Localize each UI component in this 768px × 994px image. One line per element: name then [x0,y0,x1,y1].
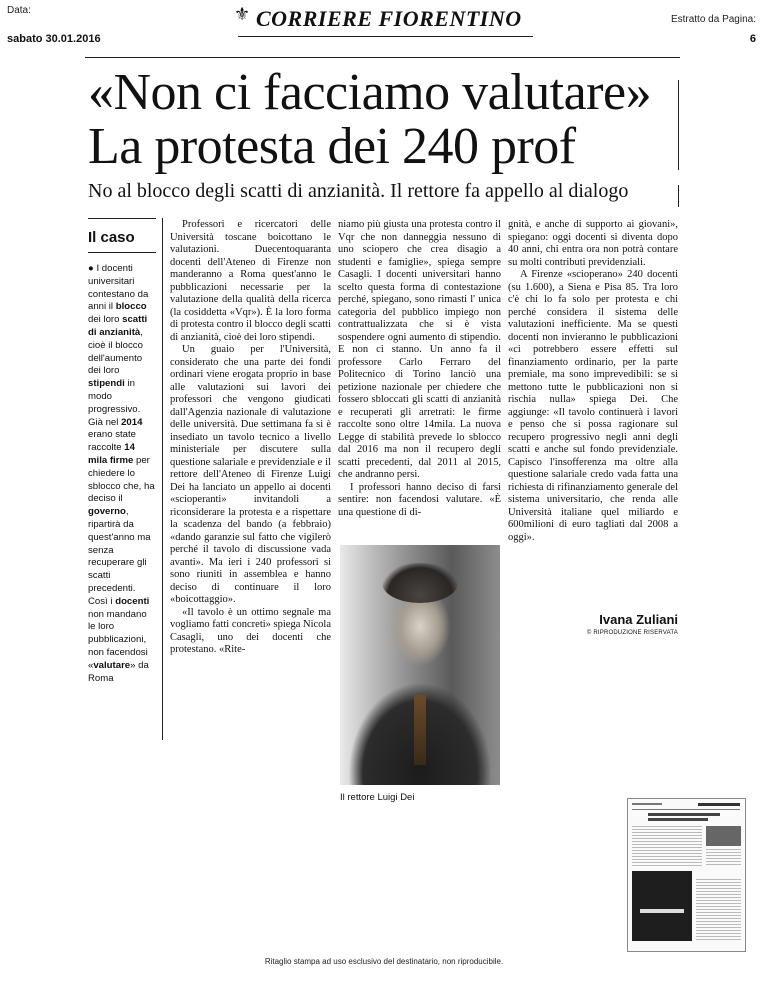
col3-paragraph-1: gnità, e anche di supporto ai giovani», spiegano: oggi docenti si diventa dopo 40 anni, chi entra ora non potrà contare su molti contributi previdenziali. [508,219,678,268]
sidebar-text: ● I docenti universitari contestano da anni il blocco dei loro scatti di anzianità, cioè il blocco dell'aumento dei loro stipendi in modo progressivo. Già nel 2014 erano state raccolte 14 mila firme per chiedere lo sblocco che, ha deciso il governo, ripartirà da quest'anno ma senza recuperare gli scatti precedenti. Così i docenti non mandano le loro pubblicazioni, non facendosi «valutare» da Roma [88,263,155,684]
sidebar-top-rule [88,218,156,219]
bullet-icon: ● [88,263,94,274]
page-thumbnail [627,798,746,952]
subheadline: No al blocco degli scatti di anzianità. Il rettore fa appello al dialogo [88,180,629,202]
article-column-3 [508,219,678,544]
sidebar-divider [162,218,163,740]
col1-paragraph-2: Un guaio per l'Università, considerato che una parte dei fondi ordinari viene erogata proprio in base alle valutazioni sui lavori dei professori che vengono giudicati dall'Agenzia nazionale di valutazione delle università. Due settimana fa si è insediato un tavolo tecnico a livello ministeriale per discutere sulla questione salariale e previdenziale e il rettore dell'Ateneo di Firenze Luigi Dei ha lanciato un appello ai docenti «scioperanti» invitandoli a riconsiderare la protesta e a rispettare la scadenza del bando (a febbraio) «dando garanzie sul fatto che vigilerò perché il tavolo di discussione vada avanti». Ma ieri i 240 professori si sono riuniti in assemblea e hanno deciso di continuare il loro «boicottaggio». [170,344,331,605]
col2-paragraph-1: niamo più giusta una protesta contro il Vqr che non danneggia nessuno di uno sciopero che crea disagio a studenti e famiglie», spiega sempre Casagli. I docenti universitari hanno scelto questa forma di contestazione perché, spiegano, sono rimasti l' unica categoria del pubblico impiego non contrattualizzata che si è vista sospendere ogni aumento di stipendio. E non ci stanno. Un anno fa il professore Carlo Ferraro del Politecnico di Torino lanciò una petizione nazionale per chiedere che fossero sbloccati gli scatti di anzianità e recuperati gli arretrati: le firme raccolte sono oltre 14mila. La nuova Legge di stabilità prevede lo sblocco dal 2016 ma non il recupero degli scatti precedenti, dal 2011 al 2015, che andranno persi. [338,219,501,480]
byline: Ivana Zuliani [599,612,678,627]
col3-paragraph-2: A Firenze «scioperano» 240 docenti (su 1.600), a Siena e Pisa 85. Tra loro c'è chi lo fa solo per protesta e chi perché considera il sistema delle valutazioni inefficiente. Ma se questi docenti non invieranno le pubblicazioni «ci potrebbero essere effetti sul finanziamento ordinario, per la parte premiale, ma sono imprevedibili: se si mettono tutte le pubblicazioni non si rischia nulla» spiega Dei. Che aggiunge: «Il tavolo continuerà i lavori e penso che si possa ragionare sul recupero progressivo negli anni degli scatti e anche sul fondo previdenziale. Capisco l'insofferenza ma oltre alla questione salariale credo vada fatta una richiesta di rifinanziamento generale del sistema universitario, che renda alle Università italiane quel miliardo e 600milioni di euro tagliati dal 2008 a oggi». [508,269,678,543]
article-column-1 [170,219,331,657]
headline-side-rule [678,80,679,170]
sidebar-box [88,218,156,685]
headline-line-2: La protesta dei 240 prof [88,118,576,175]
rights-notice: © RIPRODUZIONE RISERVATA [586,630,678,636]
col1-paragraph-1: Professori e ricercatori delle Università toscane boicottano le valutazioni. Duecentoquaranta docenti dell'Ateneo di Firenze non manderanno a Roma quest'anno le pubblicazioni necessarie per la valutazione della qualità della ricerca (la cosiddetta «Vqr»). È la loro forma di protesta contro il blocco degli scatti di anzianità, cioè dei loro stipendi. [170,219,331,343]
photo-tie [414,695,426,765]
issue-date: sabato 30.01.2016 [7,33,101,45]
rector-photo [340,545,500,785]
photo-caption: Il rettore Luigi Dei [340,792,415,803]
top-rule [85,57,680,58]
page-number: 6 [749,33,756,45]
sidebar-title: Il caso [88,229,135,246]
masthead-logo: CORRIERE FIORENTINO [256,6,522,31]
headline-line-1: «Non ci facciamo valutare» [88,64,652,121]
article-column-2 [338,219,501,519]
photo-hair [382,563,458,603]
sidebar-title-rule [88,252,156,253]
page-label: Estratto da Pagina: [670,14,756,25]
footer-notice: Ritaglio stampa ad uso esclusivo del destinatario, non riproducibile. [264,957,504,966]
col2-paragraph-2: I professori hanno deciso di farsi sentire: non facendosi valutare. «È una questione di di- [338,481,501,518]
subhead-side-rule [678,185,679,207]
date-label: Data: [7,5,31,16]
col1-paragraph-3: «Il tavolo è un ottimo segnale ma vogliamo fatti concreti» spiega Nicola Casagli, uno dei docenti che protestano. «Rite- [170,606,331,655]
masthead-rule [238,36,533,37]
fleur-de-lis-icon: ⚜ [234,4,251,24]
